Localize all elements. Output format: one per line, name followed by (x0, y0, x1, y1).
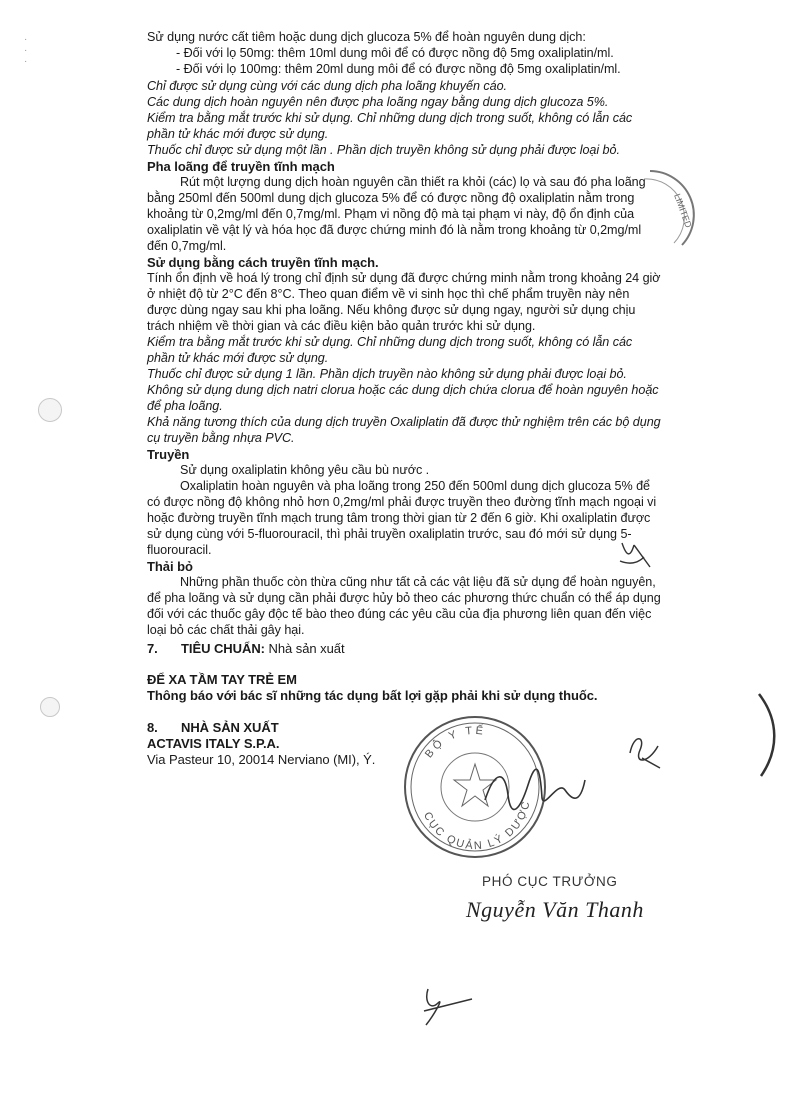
text-line: Thuốc chỉ được sử dụng 1 lần. Phần dịch truyền nào không sử dụng phải được loại bỏ. (147, 367, 627, 381)
section-number: 8. (147, 720, 158, 735)
initial-mark (610, 535, 660, 575)
initial-mark (620, 728, 670, 772)
text-line: sử dụng cùng với 5-fluorouracil, thì phải truyền oxaliplatin trước, sau đó mới sử dụng 5- (147, 527, 632, 541)
text-line: đến 0,7mg/ml. (147, 239, 227, 253)
text-line: Sử dụng oxaliplatin không yêu cầu bù nước . (180, 463, 430, 477)
svg-text:BỘ Y TẾ: BỘ Y TẾ (422, 724, 487, 761)
text-line: bằng 250ml đến 500ml dung dịch glucoza 5% để có được nồng độ oxaliplatin nằm trong (147, 191, 635, 205)
text-line: oxaliplatin về vật lý và hóa học đã được chứng minh đó là nằm trong khoảng từ 0,2mg/ml (147, 223, 642, 237)
section-heading: Pha loãng để truyền tĩnh mạch (147, 159, 335, 174)
text-line: fluorouracil. (147, 543, 212, 557)
section-8-title: NHÀ SẢN XUẤT (181, 720, 279, 735)
text-line: cụ truyền bằng nhựa PVC. (147, 431, 295, 445)
text-line: Oxaliplatin hoàn nguyên và pha loãng trong 250 đến 500ml dung dịch glucoza 5% để (180, 479, 651, 493)
section-7-line (181, 641, 345, 656)
signature-scribble (480, 760, 590, 820)
text-line: Rút một lượng dung dịch hoàn nguyên cần thiết ra khỏi (các) lọ và sau đó pha loãng (180, 175, 646, 189)
section-heading: Thải bỏ (147, 559, 193, 574)
side-stamp-text: LIMITED (672, 192, 694, 230)
text-line: phần tử khác mới được sử dụng. (147, 351, 329, 365)
text-line: - Đối với lọ 100mg: thêm 20ml dung môi để có được nồng độ 5mg oxaliplatin/ml. (176, 62, 621, 76)
text-line: trách nhiệm về thời gian và các điều kiện bảo quản trước khi sử dụng. (147, 319, 536, 333)
text-line: Kiểm tra bằng mắt trước khi sử dụng. Chỉ những dung dịch trong suốt, không có lẫn các (147, 111, 633, 125)
text-line: Không sử dụng dung dịch natri clorua hoặc các dung dịch chứa clorua để hoàn nguyên hoặc (147, 383, 659, 397)
text-line: loại bỏ các chất thải gây hại. (147, 623, 305, 637)
text-line: ở nhiệt độ từ 2°C đến 8°C. Theo quan điểm về vi sinh học thì chế phẩm truyền này nên (147, 287, 630, 301)
text-line: đối với các thuốc gây độc tế bào theo đúng các yêu cầu của địa phương liên quan đến việc (147, 607, 652, 621)
manufacturer-name: ACTAVIS ITALY S.P.A. (147, 736, 280, 751)
margin-dots: · · · (24, 34, 28, 67)
text-line: Khả năng tương thích của dung dịch truyền Oxaliplatin đã được thử nghiệm trên các bộ dụng (147, 415, 661, 429)
punch-hole-bottom (40, 697, 60, 717)
section-heading: Sử dụng bằng cách truyền tĩnh mạch. (147, 255, 379, 270)
side-stamp-partial (640, 165, 700, 255)
manufacturer-address: Via Pasteur 10, 20014 Nerviano (MI), Ý. (147, 752, 376, 767)
text-line: Chỉ được sử dụng cùng với các dung dịch pha loãng khuyến cáo. (147, 79, 507, 93)
text-line: Sử dụng nước cất tiêm hoặc dung dịch glucoza 5% để hoàn nguyên dung dịch: (147, 30, 586, 44)
text-line: để pha loãng. (147, 399, 223, 413)
text-line: có được nồng độ không nhỏ hơn 0,2mg/ml phải được truyền theo đường tĩnh mạch ngoại vi (147, 495, 657, 509)
text-line: Kiểm tra bằng mắt trước khi sử dụng. Chỉ những dung dịch trong suốt, không có lẫn các (147, 335, 633, 349)
punch-hole-top (38, 398, 62, 422)
text-line: được dùng ngay sau khi pha loãng. Nếu không được sử dụng ngay, người sử dụng chịu (147, 303, 636, 317)
svg-text:CỤC QUẢN LÝ DƯỢC: CỤC QUẢN LÝ DƯỢC (420, 798, 533, 853)
text-line: - Đối với lọ 50mg: thêm 10ml dung môi để có được nồng độ 5mg oxaliplatin/ml. (176, 46, 614, 60)
text-line: để pha loãng và sử dụng cần phải được hủy bỏ theo các phương thức chuẩn có thể áp dụng (147, 591, 661, 605)
signer-name: Nguyễn Văn Thanh (466, 897, 644, 922)
text-line: Những phần thuốc còn thừa cũng như tất cả các vật liệu đã sử dụng để hoàn nguyên, (180, 575, 656, 589)
doctor-notice: Thông báo với bác sĩ những tác dụng bất lợi gặp phải khi sử dụng thuốc. (147, 688, 598, 703)
section-heading: Truyền (147, 447, 190, 462)
text-line: khoảng từ 0,2mg/ml đến 0,7mg/ml. Phạm vi nồng độ mà tại phạm vi này, độ ổn định của (147, 207, 635, 221)
section-7-text: Nhà sản xuất (264, 641, 345, 656)
margin-arc (755, 690, 785, 780)
signer-title: PHÓ CỤC TRƯỞNG (482, 874, 618, 889)
section-number: 7. (147, 641, 158, 656)
child-warning: ĐỂ XA TẦM TAY TRẺ EM (147, 672, 297, 687)
text-line: Tính ổn định về hoá lý trong chỉ định sử dụng đã được chứng minh nằm trong khoảng 24 giờ (147, 271, 661, 285)
text-line: Thuốc chỉ được sử dụng một lần . Phần dịch truyền không sử dụng phải được loại bỏ. (147, 143, 620, 157)
text-line: phần tử khác mới được sử dụng. (147, 127, 329, 141)
bottom-signature-mark (410, 985, 480, 1035)
text-line: hoặc đường truyền tĩnh mạch trung tâm trong thời gian từ 2 đến 6 giờ. Khi oxaliplatin được (147, 511, 651, 525)
text-line: Các dung dịch hoàn nguyên nên được pha loãng ngay bằng dung dịch glucoza 5%. (147, 95, 609, 109)
section-7-title: TIÊU CHUẨN: (181, 641, 265, 656)
